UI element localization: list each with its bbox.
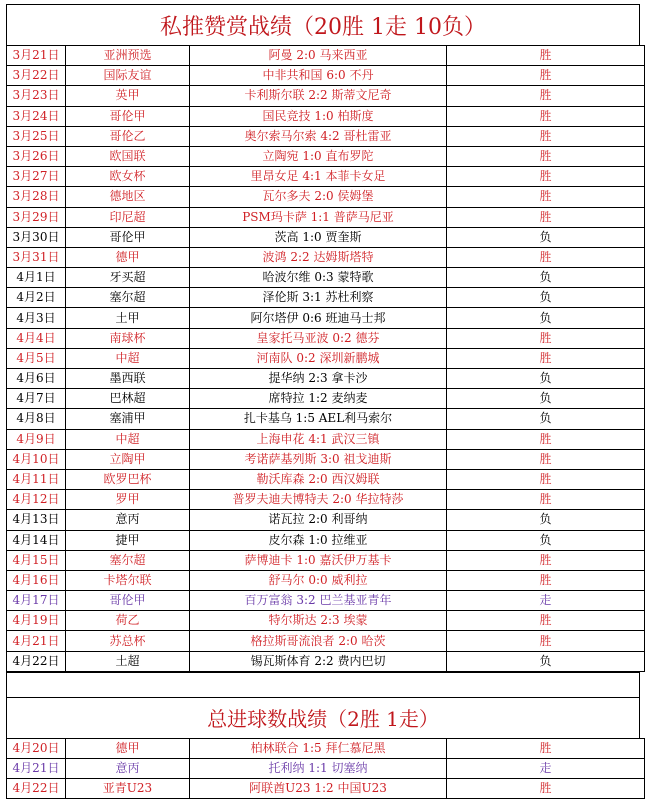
result-cell: 负: [447, 510, 645, 530]
date-cell: 4月12日: [7, 490, 66, 510]
date-cell: 4月14日: [7, 530, 66, 550]
result-cell: 胜: [447, 550, 645, 570]
date-cell: 3月29日: [7, 207, 66, 227]
table-row: [7, 247, 645, 267]
league-cell: 中超: [66, 429, 190, 449]
league-cell: 土超: [66, 651, 190, 671]
date-cell: 4月11日: [7, 469, 66, 489]
match-cell: 奥尔索马尔索 4:2 哥杜雷亚: [190, 126, 447, 146]
match-cell: 泽伦斯 3:1 苏杜利察: [190, 288, 447, 308]
table-row: [7, 126, 645, 146]
date-cell: 3月24日: [7, 106, 66, 126]
league-cell: 塞尔超: [66, 288, 190, 308]
result-cell: 胜: [447, 126, 645, 146]
league-cell: 德甲: [66, 247, 190, 267]
result-cell: 负: [447, 369, 645, 389]
date-cell: 3月28日: [7, 187, 66, 207]
match-cell: 波鸿 2:2 达姆斯塔特: [190, 247, 447, 267]
table-row: [7, 530, 645, 550]
league-cell: 中超: [66, 348, 190, 368]
match-cell: 勒沃库森 2:0 西汉姆联: [190, 469, 447, 489]
league-cell: 牙买超: [66, 268, 190, 288]
match-cell: 扎卡基乌 1:5 AEL利马索尔: [190, 409, 447, 429]
match-cell: 萨博迪卡 1:0 嘉沃伊万基卡: [190, 550, 447, 570]
date-cell: 4月16日: [7, 570, 66, 590]
match-cell: 皇家托马亚波 0:2 德芬: [190, 328, 447, 348]
match-cell: 立陶宛 1:0 直布罗陀: [190, 146, 447, 166]
table-row: [7, 288, 645, 308]
league-cell: 欧国联: [66, 146, 190, 166]
match-cell: 阿曼 2:0 马来西亚: [190, 46, 447, 66]
match-cell: 国民竞技 1:0 柏斯度: [190, 106, 447, 126]
section1-title: 私推赞赏战绩（20胜 1走 10负）: [6, 4, 640, 45]
league-cell: 巴林超: [66, 389, 190, 409]
date-cell: 4月1日: [7, 268, 66, 288]
table-row: [7, 308, 645, 328]
date-cell: 4月4日: [7, 328, 66, 348]
match-cell: 阿尔塔伊 0:6 班迪马士邦: [190, 308, 447, 328]
date-cell: 3月27日: [7, 167, 66, 187]
match-cell: 哈波尔维 0:3 蒙特歌: [190, 268, 447, 288]
match-cell: 里昂女足 4:1 本菲卡女足: [190, 167, 447, 187]
match-cell: 舒马尔 0:0 威利拉: [190, 570, 447, 590]
league-cell: 意丙: [66, 510, 190, 530]
result-cell: 胜: [447, 779, 645, 799]
table-row: [7, 409, 645, 429]
match-cell: 普罗夫迪夫博特夫 2:0 华拉特莎: [190, 490, 447, 510]
league-cell: 印尼超: [66, 207, 190, 227]
date-cell: 3月23日: [7, 86, 66, 106]
date-cell: 3月22日: [7, 66, 66, 86]
date-cell: 4月7日: [7, 389, 66, 409]
league-cell: 哥伦甲: [66, 106, 190, 126]
league-cell: 亚洲预选: [66, 46, 190, 66]
date-cell: 4月5日: [7, 348, 66, 368]
result-cell: 胜: [447, 469, 645, 489]
league-cell: 欧女杯: [66, 167, 190, 187]
result-cell: 胜: [447, 66, 645, 86]
league-cell: 哥伦甲: [66, 591, 190, 611]
date-cell: 4月10日: [7, 449, 66, 469]
date-cell: 3月25日: [7, 126, 66, 146]
match-cell: 上海申花 4:1 武汉三镇: [190, 429, 447, 449]
section-gap: [6, 672, 640, 697]
match-cell: 百万富翁 3:2 巴兰基亚青年: [190, 591, 447, 611]
match-cell: 诺瓦拉 2:0 利哥纳: [190, 510, 447, 530]
result-cell: 负: [447, 530, 645, 550]
date-cell: 4月21日: [7, 759, 66, 779]
match-cell: 锡瓦斯体育 2:2 费内巴切: [190, 651, 447, 671]
date-cell: 4月19日: [7, 611, 66, 631]
league-cell: 墨西联: [66, 369, 190, 389]
date-cell: 4月2日: [7, 288, 66, 308]
match-cell: 皮尔森 1:0 拉维亚: [190, 530, 447, 550]
match-cell: 瓦尔多夫 2:0 侯姆堡: [190, 187, 447, 207]
match-cell: 特尔斯达 2:3 埃蒙: [190, 611, 447, 631]
match-cell: 考诺萨基列斯 3:0 祖戈迪斯: [190, 449, 447, 469]
table-row: [7, 86, 645, 106]
match-cell: 中非共和国 6:0 不丹: [190, 66, 447, 86]
table-row: [7, 570, 645, 590]
table-row: [7, 490, 645, 510]
match-cell: 格拉斯哥流浪者 2:0 哈茨: [190, 631, 447, 651]
date-cell: 3月26日: [7, 146, 66, 166]
match-cell: 卡利斯尔联 2:2 斯蒂文尼奇: [190, 86, 447, 106]
table-row: [7, 328, 645, 348]
table-row: [7, 227, 645, 247]
date-cell: 3月30日: [7, 227, 66, 247]
date-cell: 4月15日: [7, 550, 66, 570]
result-cell: 负: [447, 268, 645, 288]
section1-rows: [7, 46, 645, 672]
result-cell: 胜: [447, 146, 645, 166]
date-cell: 4月13日: [7, 510, 66, 530]
league-cell: 罗甲: [66, 490, 190, 510]
league-cell: 南球杯: [66, 328, 190, 348]
table-row: [7, 167, 645, 187]
table-row: [7, 738, 645, 758]
result-cell: 胜: [447, 449, 645, 469]
result-cell: 胜: [447, 106, 645, 126]
table-row: [7, 651, 645, 671]
league-cell: 哥伦乙: [66, 126, 190, 146]
result-cell: 负: [447, 308, 645, 328]
table-row: [7, 268, 645, 288]
table-row: [7, 429, 645, 449]
result-cell: 胜: [447, 348, 645, 368]
table-row: [7, 779, 645, 799]
league-cell: 亚青U23: [66, 779, 190, 799]
table-row: [7, 46, 645, 66]
result-cell: 负: [447, 227, 645, 247]
result-cell: 胜: [447, 631, 645, 651]
table-row: [7, 611, 645, 631]
result-cell: 负: [447, 651, 645, 671]
result-cell: 负: [447, 288, 645, 308]
match-cell: 提华纳 2:3 拿卡沙: [190, 369, 447, 389]
date-cell: 3月31日: [7, 247, 66, 267]
table-row: [7, 449, 645, 469]
league-cell: 捷甲: [66, 530, 190, 550]
league-cell: 英甲: [66, 86, 190, 106]
result-cell: 胜: [447, 187, 645, 207]
league-cell: 欧罗巴杯: [66, 469, 190, 489]
match-cell: PSM玛卡萨 1:1 普萨马尼亚: [190, 207, 447, 227]
league-cell: 卡塔尔联: [66, 570, 190, 590]
table-row: [7, 348, 645, 368]
result-cell: 胜: [447, 611, 645, 631]
table-row: [7, 369, 645, 389]
section1-table: [6, 45, 645, 672]
table-row: [7, 66, 645, 86]
match-cell: 河南队 0:2 深圳新鹏城: [190, 348, 447, 368]
league-cell: 国际友谊: [66, 66, 190, 86]
date-cell: 4月17日: [7, 591, 66, 611]
date-cell: 4月22日: [7, 779, 66, 799]
result-cell: 胜: [447, 429, 645, 449]
result-cell: 走: [447, 591, 645, 611]
section2-rows: [7, 738, 645, 799]
table-row: [7, 469, 645, 489]
table-row: [7, 591, 645, 611]
date-cell: 4月21日: [7, 631, 66, 651]
result-cell: 负: [447, 409, 645, 429]
date-cell: 4月9日: [7, 429, 66, 449]
result-cell: 胜: [447, 167, 645, 187]
table-row: [7, 759, 645, 779]
results-sheet: [6, 4, 640, 799]
league-cell: 哥伦甲: [66, 227, 190, 247]
league-cell: 德甲: [66, 738, 190, 758]
match-cell: 席特拉 1:2 麦纳麦: [190, 389, 447, 409]
result-cell: 胜: [447, 247, 645, 267]
table-row: [7, 207, 645, 227]
result-cell: 胜: [447, 490, 645, 510]
league-cell: 荷乙: [66, 611, 190, 631]
match-cell: 托利纳 1:1 切塞纳: [190, 759, 447, 779]
result-cell: 胜: [447, 207, 645, 227]
section2-title: 总进球数战绩（2胜 1走）: [6, 697, 640, 738]
table-row: [7, 146, 645, 166]
table-row: [7, 187, 645, 207]
league-cell: 塞浦甲: [66, 409, 190, 429]
match-cell: 阿联酋U23 1:2 中国U23: [190, 779, 447, 799]
table-row: [7, 106, 645, 126]
table-row: [7, 631, 645, 651]
league-cell: 意丙: [66, 759, 190, 779]
table-row: [7, 550, 645, 570]
result-cell: 胜: [447, 570, 645, 590]
table-row: [7, 389, 645, 409]
date-cell: 3月21日: [7, 46, 66, 66]
result-cell: 胜: [447, 738, 645, 758]
league-cell: 苏总杯: [66, 631, 190, 651]
match-cell: 茨高 1:0 贾奎斯: [190, 227, 447, 247]
date-cell: 4月22日: [7, 651, 66, 671]
table-row: [7, 510, 645, 530]
result-cell: 走: [447, 759, 645, 779]
league-cell: 土甲: [66, 308, 190, 328]
league-cell: 立陶甲: [66, 449, 190, 469]
match-cell: 柏林联合 1:5 拜仁慕尼黑: [190, 738, 447, 758]
result-cell: 胜: [447, 86, 645, 106]
result-cell: 胜: [447, 328, 645, 348]
league-cell: 塞尔超: [66, 550, 190, 570]
date-cell: 4月20日: [7, 738, 66, 758]
section2-table: [6, 738, 645, 800]
result-cell: 胜: [447, 46, 645, 66]
date-cell: 4月6日: [7, 369, 66, 389]
result-cell: 负: [447, 389, 645, 409]
league-cell: 德地区: [66, 187, 190, 207]
date-cell: 4月8日: [7, 409, 66, 429]
date-cell: 4月3日: [7, 308, 66, 328]
